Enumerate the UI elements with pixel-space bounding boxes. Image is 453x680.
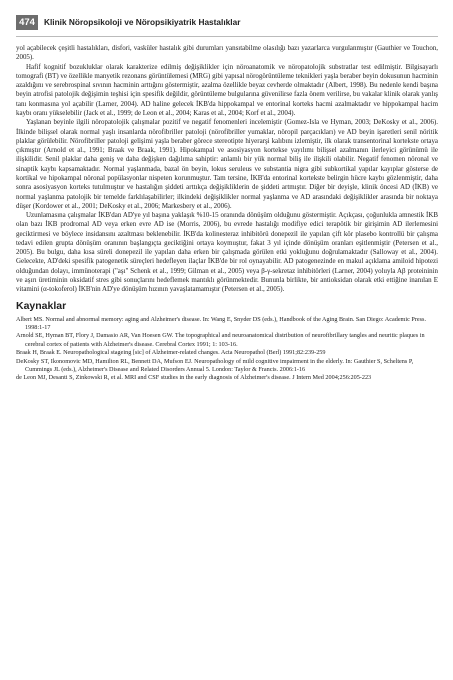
reference-item: Arnold SE, Hyman BT, Flory J, Damasio AR, Van Hoesen GW. The topographical and neuroanatomical distribution of neurofibrillary tangles and neuritic plaques in cerebral cortex of patients with Alzheimer's disease. Cerebral Cortex 1991; 1: 103-16. [16, 332, 425, 348]
reference-item: Albert MS. Normal and abnormal memory: aging and Alzheimer's disease. In: Wang E, Snyder DS (eds.), Handbook of the Aging Brain. San Diego: Academic Press. 1998:1-17 [16, 315, 426, 331]
running-title: Klinik Nöropsikoloji ve Nöropsikiyatrik Hastalıklar [44, 17, 241, 27]
reference-item: Braak H, Braak E. Neuropathological stageing [sic] of Alzheimer-related changes. Acta Neuropathol (Berl) 1991;82:239-259 [16, 349, 326, 357]
page-header [16, 10, 438, 37]
paragraph: Hafif kognitif bozukluklar olarak karakterize edilmiş değişiklikler için nöroanatomik ve nöropatolojik substratlar test edilmiştir. Bilgisayarlı tomografi (BT) ve özellikle manyetik rezonans görüntülemesi (MRG) gibi yapısal nörogörüntüleme teknikleri yaşla beraber beyin dokusunun hacminin azaldığını ve serebrospinal sıvının hacminin arttığını göstermiştir, azalma özellikle beyaz cevherde olmaktadır (Albert, 1998). Bu nedenle kendi başına beyin atrofisi patolojik değişimin teşhisi için spesifik değildir, görüntüleme bulgularına güvenilirse fazla önem verilirse, bu vakalar klinik olarak yanlış tanı konmasına yol açabilir (Larner, 2004). AD haline gelecek İKB'da hippokampal ve entorinal korteks hacmi azalmaktadır ve hippokampal hacim kaybı oranı yükselebilir (Jack et al., 1999; de Leon et al., 2004; Karas et al., 2004; Korf et al., 2004). [16, 62, 438, 117]
paragraph: Uzunlamasına çalışmalar İKB'dan AD'ye yıl başına yaklaşık %10-15 oranında dönüşüm olduğunu göstermiştir. Açıkçası, çoğunlukla amnestik İKB olan bazı İKB prodromal AD veya erken evre AD ise (Morris, 2006), bu evrede hastalığı modifiye edici terapötik bir girişimin AD ilerlemesini geciktirmesi ve böylece insidansını azaltması beklenebilir. İKB'da kolinesteraz inhibitörü donepezil ile yapılan çift kör plasebo kontrollü bir çalışma tedavi edilen grupta dönüşüm oranının başlangıçta geciktiğini ortaya koymuştur, fakat 3 yıl içinde dönüşüm oranları eşitlenmiştir (Petersen et al., 2005). Bu bulgu, daha kısa süreli donepezil ile yapılan daha erken bir çalışmada görülen etki yokluğunu doğrulamaktadır (Salloway et al., 2004). Gelecekte, AD'deki spesifik patogenetik süreçleri hedefleyen ilaçlar İKB'de bir rol oynayabilir. AD patogenezinde en makul açıklama amiloid hipotezi olduğundan dolayı, immünoterapi ("aşı" Schenk et al., 1999; Gilman et al., 2005) veya β-γ-sekretaz inhibitörleri (Larner, 2004) yoluyla Aβ proteininin ve aşırı üretiminin oksidatif stres gibi sonuçlarını hedeflemek mantıklı görünmektedir. Bununla birlikte, bir antioksidan olarak etki ettiğine inanılan E vitamini (α-tokoferol) İKB'nin AD'ye dönüşüm hızının yavaşlatamamıştır (Petersen et al., 2005). [16, 211, 438, 294]
paragraph: Yaşlanan beyinle ilgili nöropatolojik çalışmalar pozitif ve negatif fenomenleri incelemiştir (Gomez-Isla ve Hyman, 2003; DeKosky et al., 2006). İlkinde bilişsel olarak normal yaşlı insanlarda nörofibriller patoloji (nörofibriller yumaklar, nöropil parçacıkları) ve AD beyin işaretleri senil nöritik plaklar görülebilir. Nörofibriller patoloji gelişimi yaşla beraber görece stereotipte hiyerarşi kalıbını izlemiştir, ilk olarak transentorinal kortekste ortaya çıkmıştır (Arnold et al., 1991; Braak ve Braak, 1991). Hipokampal ve asosiyasyon kortekse yayılımı bilişsel azalmanın ilerleyici görünümü ile ilişkilidir. Senil plaklar daha geniş ve daha değişken dağılıma sahiptir: anlamlı bir yük normal biliş ile ilişkili olabilir. Negatif fenomen nöronal ve sinaptik kaybı kapsamaktadır. Normal yaşlanmada, bazal ön beyin, lokus seruleus ve substantia nigra gibi subkortikal yapılar kayıplar gösterse de kortikal ve hipokampal nöronal popülasyonlar nispeten korunmuştur. Tam tersine, İKB'da entorinal kortekste belirgin hücre kaybı gözlenmiştir, daha sonra asosiyasyon korteks tutulmuştur ve hastalığın şiddeti arttıkça değişikliklerin de şiddeti artmıştır. Diğer bir deyişle, klinik öncesi AD (İKB) ve normal yaşlanma patolojik bir temelde farklılaşabilirler; ilkindeki değişiklikler normal yaşlanma ve AD arasındaki değişiklikler arasında bir noktaya düşer (Kordower et al., 2001; DeKosky et al., 2006; Markesbery et al., 2006). [16, 118, 438, 210]
body-text [16, 44, 438, 383]
reference-item: DeKosky ST, Ikonomovic MD, Hamilton RL, Bennett DA, Mufson EJ. Neuropathology of mild cognitive impairment in the elderly. In: Gauthier S, Scheltens P, Cummings JL (eds.), Alzheimer's Disease and Related Disorders Annual 5. London: Taylor & Francis. 2006:1-16 [16, 357, 414, 374]
references-heading: Kaynaklar [16, 299, 67, 312]
reference-item: de Leon MJ, Desanti S, Zinkowski R, et al. MRI and CSF studies in the early diagnosis of Alzheimer's disease. J Intern Med 2004;256:205-223 [16, 374, 372, 382]
page-number: 474 [16, 15, 38, 30]
paragraph: yol açabilecek çeşitli hastalıkları, disfori, vasküler hastalık gibi durumları yansıtabilme olasılığı bazı yazarlarca vurgulanmıştır (Gauthier ve Touchon, 2005). [16, 44, 438, 62]
